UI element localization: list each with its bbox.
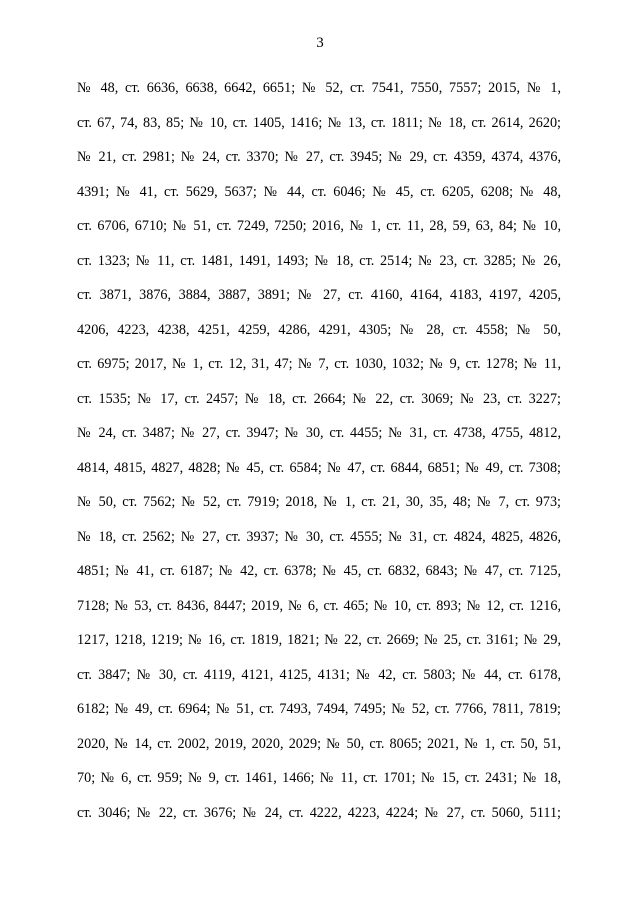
- text-line: 2020, № 14, ст. 2002, 2019, 2020, 2029; № 50, ст. 8065; 2021, № 1, ст. 50, 51,: [77, 735, 561, 752]
- page-number: 3: [316, 35, 324, 51]
- text-line: 4206, 4223, 4238, 4251, 4259, 4286, 4291, 4305; № 28, ст. 4558; № 50,: [77, 321, 561, 338]
- text-line: № 48, ст. 6636, 6638, 6642, 6651; № 52, ст. 7541, 7550, 7557; 2015, № 1,: [77, 80, 561, 96]
- text-line: ст. 3871, 3876, 3884, 3887, 3891; № 27, ст. 4160, 4164, 4183, 4197, 4205,: [77, 287, 561, 303]
- text-line: 7128; № 53, ст. 8436, 8447; 2019, № 6, ст. 465; № 10, ст. 893; № 12, ст. 1216,: [77, 597, 561, 614]
- document-body: [77, 71, 561, 830]
- text-line: ст. 6975; 2017, № 1, ст. 12, 31, 47; № 7, ст. 1030, 1032; № 9, ст. 1278; № 11,: [77, 356, 561, 372]
- text-line: 4851; № 41, ст. 6187; № 42, ст. 6378; № 45, ст. 6832, 6843; № 47, ст. 7125,: [77, 563, 561, 579]
- text-line: 1217, 1218, 1219; № 16, ст. 1819, 1821; № 22, ст. 2669; № 25, ст. 3161; № 29,: [77, 632, 561, 648]
- text-line: ст. 6706, 6710; № 51, ст. 7249, 7250; 2016, № 1, ст. 11, 28, 59, 63, 84; № 10,: [77, 218, 561, 234]
- text-line: № 24, ст. 3487; № 27, ст. 3947; № 30, ст. 4455; № 31, ст. 4738, 4755, 4812,: [77, 425, 561, 441]
- text-line: 4814, 4815, 4827, 4828; № 45, ст. 6584; № 47, ст. 6844, 6851; № 49, ст. 7308;: [77, 459, 561, 476]
- text-line: № 18, ст. 2562; № 27, ст. 3937; № 30, ст. 4555; № 31, ст. 4824, 4825, 4826,: [77, 528, 561, 545]
- text-line: ст. 3847; № 30, ст. 4119, 4121, 4125, 4131; № 42, ст. 5803; № 44, ст. 6178,: [77, 666, 561, 683]
- text-line: 4391; № 41, ст. 5629, 5637; № 44, ст. 6046; № 45, ст. 6205, 6208; № 48,: [77, 183, 561, 200]
- text-line: ст. 67, 74, 83, 85; № 10, ст. 1405, 1416; № 13, ст. 1811; № 18, ст. 2614, 2620;: [77, 114, 561, 131]
- text-line: № 50, ст. 7562; № 52, ст. 7919; 2018, № 1, ст. 21, 30, 35, 48; № 7, ст. 973;: [77, 494, 561, 510]
- text-line: 6182; № 49, ст. 6964; № 51, ст. 7493, 7494, 7495; № 52, ст. 7766, 7811, 7819;: [77, 701, 561, 717]
- text-line: № 21, ст. 2981; № 24, ст. 3370; № 27, ст. 3945; № 29, ст. 4359, 4374, 4376,: [77, 149, 561, 165]
- text-line: ст. 1535; № 17, ст. 2457; № 18, ст. 2664; № 22, ст. 3069; № 23, ст. 3227;: [77, 390, 561, 407]
- text-line: ст. 3046; № 22, ст. 3676; № 24, ст. 4222, 4223, 4224; № 27, ст. 5060, 5111;: [77, 804, 561, 821]
- text-line: ст. 1323; № 11, ст. 1481, 1491, 1493; № 18, ст. 2514; № 23, ст. 3285; № 26,: [77, 252, 561, 269]
- text-line: 70; № 6, ст. 959; № 9, ст. 1461, 1466; № 11, ст. 1701; № 15, ст. 2431; № 18,: [77, 770, 561, 786]
